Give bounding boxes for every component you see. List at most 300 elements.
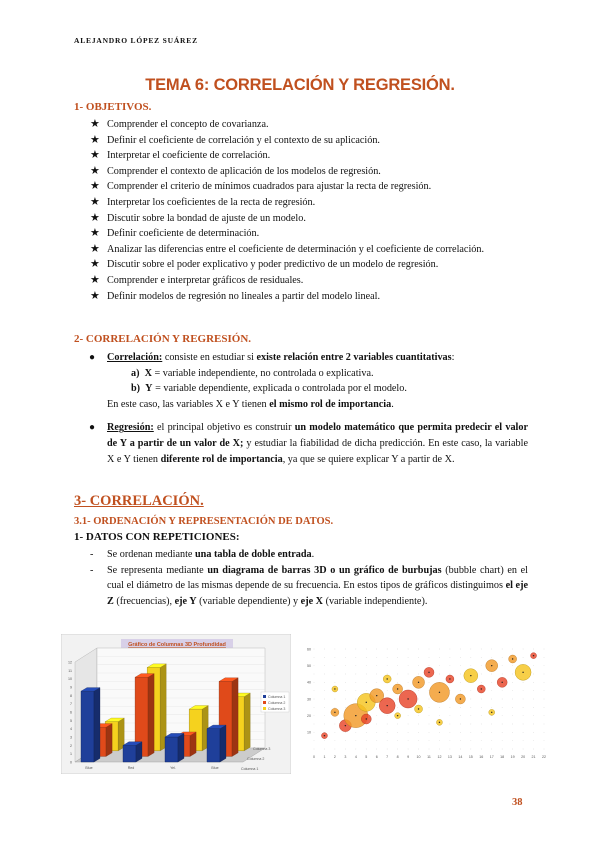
objective-item <box>90 273 526 289</box>
grid-dot <box>418 690 419 691</box>
grid-dot <box>335 665 336 666</box>
grid-dot <box>533 707 534 708</box>
grid-dot <box>397 674 398 675</box>
grid-dot <box>481 740 482 741</box>
star-bullet-icon: ★ <box>90 118 100 130</box>
grid-dot <box>502 740 503 741</box>
grid-dot <box>314 707 315 708</box>
bubble-center <box>355 715 356 716</box>
bubble-chart <box>302 645 550 763</box>
y-tick-label: 8 <box>70 693 72 698</box>
text: = variable independiente, no controlada o explicativa. <box>151 367 374 379</box>
bold-text: existe relación entre 2 variables cuantitativas <box>256 352 452 363</box>
x-tick-label: 7 <box>386 755 389 759</box>
grid-dot <box>512 740 513 741</box>
bar-side <box>178 733 184 762</box>
star-bullet-icon: ★ <box>90 227 100 240</box>
grid-dot <box>335 657 336 658</box>
x-tick-label: Blue <box>85 766 93 770</box>
grid-dot <box>314 724 315 725</box>
y-tick-label: 11 <box>68 668 72 673</box>
x-tick-label: 18 <box>500 755 505 759</box>
page-header-author: ALEJANDRO LÓPEZ SUÁREZ <box>74 36 198 45</box>
grid-dot <box>387 749 388 750</box>
grid-dot <box>366 749 367 750</box>
grid-dot <box>544 740 545 741</box>
grid-dot <box>502 674 503 675</box>
grid-dot <box>533 649 534 650</box>
grid-dot <box>324 665 325 666</box>
case-text <box>88 397 528 413</box>
grid-dot <box>418 649 419 650</box>
grid-dot <box>314 732 315 733</box>
objective-item <box>90 211 526 227</box>
grid-dot <box>376 649 377 650</box>
x-tick-label: 16 <box>479 755 484 759</box>
grid-dot <box>523 682 524 683</box>
grid-dot <box>366 690 367 691</box>
grid-dot <box>491 724 492 725</box>
dash-marker: - <box>90 564 94 576</box>
bar-chart-3d <box>61 634 291 774</box>
grid-dot <box>408 724 409 725</box>
x-tick-label: 8 <box>396 755 399 759</box>
grid-dot <box>512 682 513 683</box>
text: . <box>311 549 315 560</box>
y-tick-label: 40 <box>307 680 311 685</box>
grid-dot <box>491 749 492 750</box>
grid-dot <box>512 724 513 725</box>
text: En este caso, las variables X e Y tienen <box>107 398 270 410</box>
y-tick-label: 12 <box>68 660 72 665</box>
dash-item <box>88 547 528 563</box>
term-correlacion: Correlación: <box>107 352 163 363</box>
grid-dot <box>376 740 377 741</box>
grid-dot <box>439 674 440 675</box>
objective-text: Comprender el criterio de mínimos cuadrados para ajustar la recta de regresión. <box>107 181 432 193</box>
grid-dot <box>408 715 409 716</box>
bold-text: diferente rol de importancia <box>160 453 283 465</box>
grid-dot <box>408 649 409 650</box>
bar-side <box>148 674 154 757</box>
star-bullet-icon: ★ <box>90 195 100 208</box>
objective-text: Comprender el concepto de covarianza. <box>107 119 269 130</box>
grid-dot <box>366 732 367 733</box>
x-tick-label: 20 <box>521 755 526 759</box>
grid-dot <box>491 674 492 675</box>
bold-text: el mismo rol de importancia <box>269 398 392 410</box>
grid-dot <box>314 740 315 741</box>
grid-dot <box>355 665 356 666</box>
grid-dot <box>512 715 513 716</box>
grid-dot <box>355 690 356 691</box>
star-bullet-icon: ★ <box>90 258 100 271</box>
bubble-center <box>491 712 492 713</box>
grid-dot <box>418 699 419 700</box>
bubble-center <box>334 712 335 713</box>
grid-dot <box>470 649 471 650</box>
grid-dot <box>397 707 398 708</box>
bar-side <box>190 732 196 756</box>
grid-dot <box>397 740 398 741</box>
grid-dot <box>502 665 503 666</box>
grid-dot <box>366 674 367 675</box>
grid-dot <box>387 665 388 666</box>
y-tick-label: 20 <box>307 714 311 719</box>
bar-side <box>106 724 112 757</box>
grid-dot <box>533 740 534 741</box>
bubble-center <box>366 718 367 719</box>
grid-dot <box>397 665 398 666</box>
grid-dot <box>502 699 503 700</box>
grid-dot <box>345 749 346 750</box>
y-tick-label: 10 <box>307 730 311 735</box>
grid-dot <box>460 682 461 683</box>
bubble-center <box>439 692 440 693</box>
grid-dot <box>470 657 471 658</box>
grid-dot <box>439 740 440 741</box>
x-tick-label: 14 <box>458 755 463 759</box>
bullet-regresion <box>88 420 528 467</box>
grid-dot <box>470 699 471 700</box>
grid-dot <box>439 657 440 658</box>
grid-dot <box>523 715 524 716</box>
text: (bubble chart) en el cual el diámetro de las mismas depende de su frecuencia. En estos tipos de gráficos distinguimos <box>107 564 528 592</box>
bubble-center <box>397 715 398 716</box>
bar-side <box>220 725 226 762</box>
grid-dot <box>544 707 545 708</box>
grid-dot <box>418 740 419 741</box>
grid-dot <box>387 690 388 691</box>
grid-dot <box>376 724 377 725</box>
bubble-center <box>386 678 387 679</box>
grid-dot <box>439 665 440 666</box>
bubble-center <box>491 665 492 666</box>
y-tick-label: 3 <box>70 735 72 740</box>
grid-dot <box>439 707 440 708</box>
grid-dot <box>460 674 461 675</box>
y-tick-label: 0 <box>70 760 72 765</box>
bubble-center <box>366 702 367 703</box>
grid-dot <box>335 699 336 700</box>
grid-dot <box>481 649 482 650</box>
objective-text: Definir el coeficiente de correlación y el contexto de su aplicación. <box>107 134 380 146</box>
grid-dot <box>429 699 430 700</box>
legend-swatch <box>263 695 266 698</box>
grid-dot <box>324 699 325 700</box>
grid-dot <box>523 657 524 658</box>
grid-dot <box>491 707 492 708</box>
grid-dot <box>366 649 367 650</box>
grid-dot <box>429 707 430 708</box>
bullet-dot-icon: ● <box>89 422 96 434</box>
datos-list <box>88 547 528 609</box>
objective-item <box>90 257 526 273</box>
objective-item <box>90 195 526 211</box>
grid-dot <box>366 657 367 658</box>
x-tick-label: 6 <box>375 755 378 759</box>
grid-dot <box>450 707 451 708</box>
grid-dot <box>512 649 513 650</box>
star-bullet-icon: ★ <box>90 242 100 255</box>
grid-dot <box>376 732 377 733</box>
legend-swatch <box>263 701 266 704</box>
x-tick-label: 13 <box>447 755 452 759</box>
section-2-body <box>88 350 528 467</box>
grid-dot <box>470 707 471 708</box>
legend-label: Columna 3 <box>268 706 286 711</box>
x-tick-label: 5 <box>365 755 368 759</box>
y-tick-label: 60 <box>307 647 311 652</box>
grid-dot <box>544 715 545 716</box>
grid-dot <box>314 749 315 750</box>
grid-dot <box>355 657 356 658</box>
grid-dot <box>533 690 534 691</box>
y-tick-label: 1 <box>70 752 72 757</box>
grid-dot <box>450 690 451 691</box>
grid-dot <box>491 690 492 691</box>
grid-dot <box>366 682 367 683</box>
x-tick-label: 2 <box>333 755 336 759</box>
label: a) <box>131 367 140 379</box>
legend-swatch <box>263 707 266 710</box>
text: : <box>451 352 455 363</box>
grid-dot <box>324 715 325 716</box>
y-tick-label: 30 <box>307 697 311 702</box>
grid-dot <box>324 707 325 708</box>
grid-dot <box>460 707 461 708</box>
grid-dot <box>324 657 325 658</box>
grid-dot <box>355 732 356 733</box>
chart-legend <box>261 692 289 712</box>
grid-dot <box>470 715 471 716</box>
depth-label: Columna 3 <box>253 747 271 751</box>
grid-dot <box>345 707 346 708</box>
grid-dot <box>397 657 398 658</box>
bubble-center <box>418 682 419 683</box>
grid-dot <box>387 732 388 733</box>
grid-dot <box>491 740 492 741</box>
grid-dot <box>481 674 482 675</box>
bubble-center <box>533 655 534 656</box>
grid-dot <box>544 690 545 691</box>
grid-dot <box>481 749 482 750</box>
grid-dot <box>429 724 430 725</box>
subitem-x <box>88 366 528 382</box>
x-tick-label: 12 <box>437 755 442 759</box>
bold-text: eje Y <box>174 595 197 607</box>
grid-dot <box>450 699 451 700</box>
grid-dot <box>335 724 336 725</box>
grid-dot <box>345 699 346 700</box>
grid-dot <box>408 732 409 733</box>
grid-dot <box>345 649 346 650</box>
star-bullet-icon: ★ <box>90 180 100 193</box>
grid-dot <box>314 682 315 683</box>
objective-text: Discutir sobre el poder explicativo y poder predictivo de un modelo de regresión. <box>107 259 439 271</box>
var-x: X <box>144 367 152 379</box>
grid-dot <box>429 690 430 691</box>
objective-item <box>90 117 526 133</box>
grid-dot <box>345 674 346 675</box>
grid-dot <box>324 724 325 725</box>
objective-item <box>90 133 526 149</box>
grid-dot <box>387 724 388 725</box>
text: Se representa mediante <box>107 564 208 576</box>
grid-dot <box>450 649 451 650</box>
bubble-center <box>397 688 398 689</box>
y-tick-label: 4 <box>70 727 72 732</box>
x-tick-label: 1 <box>323 755 326 759</box>
grid-dot <box>345 732 346 733</box>
bar-side <box>232 678 238 757</box>
x-tick-label: 9 <box>407 755 410 759</box>
bubble-center <box>345 725 346 726</box>
page-number: 38 <box>512 797 523 808</box>
star-bullet-icon: ★ <box>90 149 100 162</box>
grid-dot <box>314 715 315 716</box>
grid-dot <box>345 690 346 691</box>
text: (variable dependiente) y <box>196 595 301 607</box>
grid-dot <box>429 657 430 658</box>
text: consiste en estudiar si <box>162 352 257 363</box>
grid-dot <box>429 715 430 716</box>
grid-dot <box>512 699 513 700</box>
y-tick-label: 50 <box>307 664 311 669</box>
grid-dot <box>523 740 524 741</box>
grid-dot <box>523 649 524 650</box>
grid-dot <box>481 682 482 683</box>
section-heading-correlacion-regresion: 2- CORRELACIÓN Y REGRESIÓN. <box>74 333 252 345</box>
grid-dot <box>460 665 461 666</box>
text: , ya que se quiere explicar Y a partir de X. <box>282 453 455 465</box>
bold-text: eje X <box>300 595 324 607</box>
legend-label: Columna 2 <box>268 700 286 705</box>
bubble-center <box>481 688 482 689</box>
grid-dot <box>523 690 524 691</box>
label: b) <box>131 383 141 395</box>
x-tick-label: 21 <box>531 755 536 759</box>
chart-title: Gráfico de Columnas 3D Profundidad <box>128 642 226 648</box>
grid-dot <box>387 715 388 716</box>
grid-dot <box>491 682 492 683</box>
bubble-center <box>376 695 377 696</box>
grid-dot <box>335 649 336 650</box>
objective-text: Interpretar el coeficiente de correlación. <box>107 150 271 162</box>
grid-dot <box>533 665 534 666</box>
grid-dot <box>376 682 377 683</box>
grid-dot <box>450 740 451 741</box>
text: = variable dependiente, explicada o controlada por el modelo. <box>152 383 407 395</box>
x-tick-label: 0 <box>313 755 315 759</box>
bubble-center <box>470 675 471 676</box>
grid-dot <box>366 665 367 666</box>
grid-dot <box>481 707 482 708</box>
grid-dot <box>387 740 388 741</box>
grid-dot <box>314 665 315 666</box>
grid-dot <box>376 665 377 666</box>
x-tick-label: 10 <box>416 755 421 759</box>
text: . <box>391 398 394 410</box>
bubble-center <box>428 672 429 673</box>
grid-dot <box>314 649 315 650</box>
grid-dot <box>335 740 336 741</box>
y-tick-label: 5 <box>70 718 72 723</box>
grid-dot <box>439 649 440 650</box>
bold-text: el eje Z <box>107 580 528 607</box>
grid-dot <box>387 657 388 658</box>
objectives-list <box>90 117 526 304</box>
grid-dot <box>470 740 471 741</box>
legend-label: Columna 1 <box>268 694 286 699</box>
grid-dot <box>355 674 356 675</box>
grid-dot <box>460 715 461 716</box>
grid-dot <box>355 749 356 750</box>
grid-dot <box>470 690 471 691</box>
grid-dot <box>324 674 325 675</box>
grid-dot <box>533 749 534 750</box>
grid-dot <box>470 749 471 750</box>
bar-side <box>244 693 250 751</box>
grid-dot <box>324 740 325 741</box>
x-tick-label: 15 <box>468 755 473 759</box>
bullet-correlacion <box>88 350 528 366</box>
objective-item <box>90 242 526 258</box>
grid-dot <box>314 657 315 658</box>
grid-dot <box>429 740 430 741</box>
grid-dot <box>481 724 482 725</box>
grid-dot <box>418 674 419 675</box>
grid-dot <box>376 657 377 658</box>
x-tick-label: 17 <box>489 755 494 759</box>
y-tick-label: 6 <box>70 710 72 715</box>
grid-dot <box>460 724 461 725</box>
bubble-center <box>418 708 419 709</box>
grid-dot <box>523 749 524 750</box>
y-tick-label: 10 <box>68 677 72 682</box>
grid-dot <box>502 715 503 716</box>
star-bullet-icon: ★ <box>90 164 100 177</box>
grid-dot <box>523 724 524 725</box>
grid-dot <box>408 749 409 750</box>
grid-dot <box>512 732 513 733</box>
grid-dot <box>314 674 315 675</box>
bar-front <box>81 691 94 762</box>
grid-dot <box>481 732 482 733</box>
grid-dot <box>418 724 419 725</box>
grid-dot <box>470 724 471 725</box>
grid-dot <box>533 724 534 725</box>
y-tick-label: 2 <box>70 743 72 748</box>
grid-dot <box>544 749 545 750</box>
grid-dot <box>523 699 524 700</box>
grid-dot <box>544 724 545 725</box>
grid-dot <box>429 649 430 650</box>
var-y: Y <box>145 383 153 395</box>
grid-dot <box>376 707 377 708</box>
grid-dot <box>450 724 451 725</box>
grid-dot <box>450 665 451 666</box>
objective-item <box>90 164 526 180</box>
subsection-heading: 3.1- ORDENACIÓN Y REPRESENTACIÓN DE DATOS. <box>74 516 334 527</box>
grid-dot <box>460 690 461 691</box>
x-tick-label: Red <box>127 766 135 770</box>
objective-text: Definir coeficiente de determinación. <box>107 228 260 240</box>
grid-dot <box>418 749 419 750</box>
grid-dot <box>450 657 451 658</box>
grid-dot <box>450 715 451 716</box>
grid-dot <box>355 699 356 700</box>
